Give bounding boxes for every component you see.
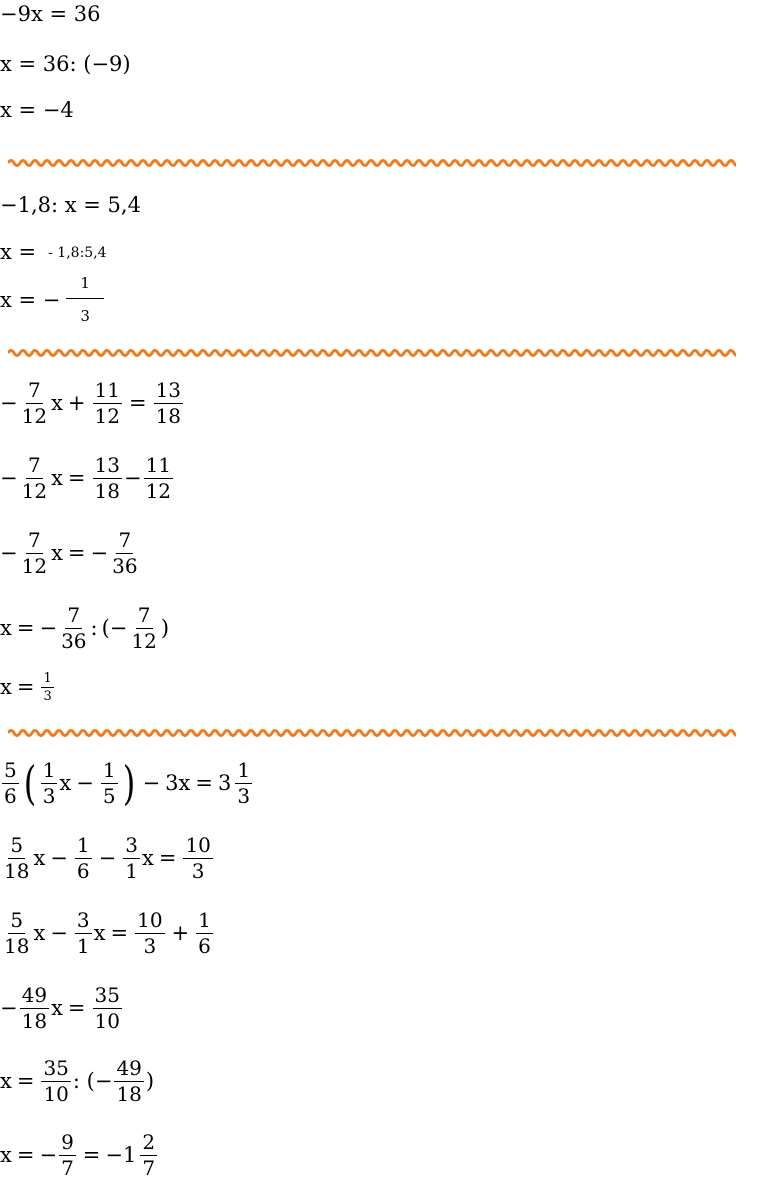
equation-line-4: −1,8: x = 5,4 <box>0 193 141 217</box>
equation-line-11: x = $\frac{1}{3}$ <box>0 671 52 704</box>
equation-line-13: $\frac{5}{18}$ x − $\frac{1}{6}$ − $\frac{3}{1}$ x = $\frac{10}{3}$ <box>4 833 211 883</box>
wavy-divider-3 <box>8 728 736 738</box>
wavy-divider-1 <box>8 158 736 168</box>
equation-line-15: − $\frac{49}{18}$ x = $\frac{35}{10}$ <box>0 983 120 1033</box>
x-equals-minus: x = − <box>0 287 61 312</box>
equation-line-16: x = $\frac{35}{10}$ : (− $\frac{49}{18}$ ) <box>0 1056 155 1106</box>
equation-line-9: − $\frac{7}{12}$ x = − $\frac{7}{36}$ <box>0 528 138 578</box>
equation-line-3: x = −4 <box>0 98 74 122</box>
equation-line-5 <box>0 242 107 263</box>
equation-line-6 <box>0 276 106 325</box>
x-equals: x = <box>0 240 37 264</box>
wavy-divider-2 <box>8 348 736 358</box>
equation-line-12: $\frac{5}{6}$ ( $\frac{1}{3}$ x − $\frac{1}{5}$ ) − 3x = 3 $\frac{1}{3}$ <box>4 756 251 811</box>
equation-line-14: $\frac{5}{18}$ x − $\frac{3}{1}$ x = $\frac{10}{3}$ + $\frac{1}{6}$ <box>4 908 211 958</box>
small-division: - 1,8:5,4 <box>48 244 107 261</box>
equation-line-7: − $\frac{7}{12}$ x + $\frac{11}{12}$ = $\frac{13}{18}$ <box>0 378 182 428</box>
equation-line-10: x = − $\frac{7}{36}$ : ( − $\frac{7}{12}$ ) <box>0 603 170 653</box>
equation-line-1: −9x = 36 <box>0 2 101 26</box>
equation-line-8: − $\frac{7}{12}$ x = $\frac{13}{18}$ − $\frac{11}{12}$ <box>0 453 172 503</box>
fraction-one-third: $\frac{1}{3}$ <box>66 276 104 325</box>
equation-line-17: x = − $\frac{9}{7}$ = −1 $\frac{2}{7}$ <box>0 1130 156 1180</box>
equation-line-2: x = 36: (−9) <box>0 52 131 76</box>
